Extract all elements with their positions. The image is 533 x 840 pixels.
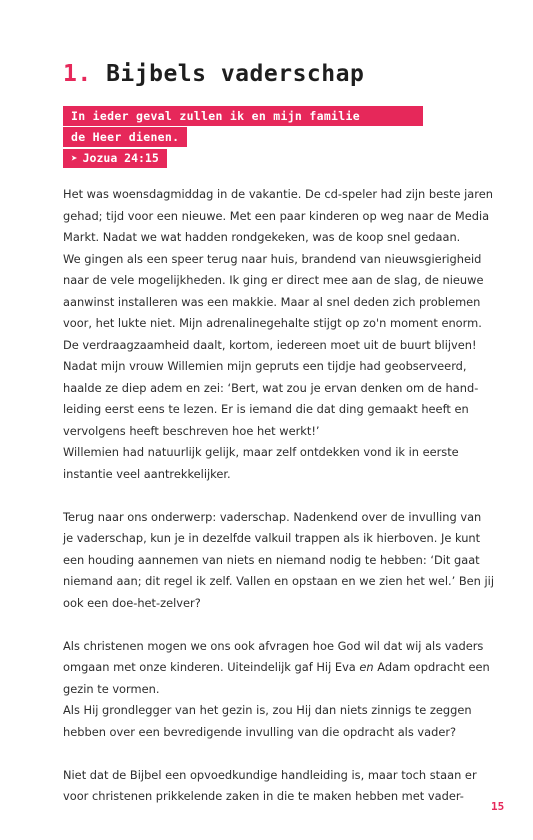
text-line: Niet dat de Bijbel een opvoedkundige handleiding is, maar toch staan er [63,767,477,782]
text-line: leiding eerst eens te lezen. Er is iemand die dat ding gemaakt heeft en [63,402,469,416]
text-line: een houding aannemen van niets en niemand nodig te hebben: ‘Dit gaat [63,552,480,567]
text-line: naar de vele mogelijkheden. Ik ging er direct mee aan de slag, de nieuwe [63,273,484,287]
text-line: voor christenen prikkelende zaken in die te maken hebben met vader- [63,789,464,803]
chapter-heading [63,61,364,87]
text-line: Het was woensdagmiddag in de vakantie. De cd-speler had zijn beste jaren [63,187,493,201]
verse-reference-row [63,149,167,168]
text-line: voor, het lukte niet. Mijn adrenalinegehalte stijgt op zo'n moment enorm. [63,316,482,330]
chapter-title: Bijbels vaderschap [106,61,365,87]
text-line: gezin te vormen. [63,681,160,696]
text-fragment: omgaan met onze kinderen. Uiteindelijk gaf Hij Eva [63,660,360,674]
text-line: ook een doe-het-zelver? [63,595,201,610]
emphasis-text: en [359,660,374,674]
text-line: Terug naar ons onderwerp: vaderschap. Nadenkend over de invulling van [63,509,482,524]
text-line [63,657,490,679]
text-line: aanwinst installeren was een makkie. Maar al snel deden zich problemen [63,294,481,309]
verse-line-1: In ieder geval zullen ik en mijn familie [63,106,423,126]
chapter-number: 1. [63,61,92,87]
verse-box [63,105,423,168]
text-line: hebben over een bevredigende invulling van die opdracht als vader? [63,724,457,739]
paragraph-4 [63,765,477,808]
paragraph-3 [63,636,490,744]
text-line: Als christenen mogen we ons ook afvragen hoe God wil dat wij als vaders [63,638,484,653]
text-line: Nadat mijn vrouw Willemien mijn gepruts een tijdje had geobserveerd, [63,359,467,373]
text-line: Markt. Nadat we wat hadden rondgekeken, was de koop snel gedaan. [63,230,461,244]
body-text [63,184,494,829]
verse-reference: Jozua 24:15 [82,151,159,165]
text-fragment: Adam opdracht een [373,660,490,674]
text-line: vervolgens heeft beschreven hoe het werkt!’ [63,423,320,438]
paragraph-2 [63,507,494,615]
page-number: 15 [491,800,505,813]
text-line: Als Hij grondlegger van het gezin is, zou Hij dan niets zinnigs te zeggen [63,703,472,717]
verse-line-2: de Heer dienen. [63,127,187,147]
text-line: niemand aan; dit regel ik zelf. Vallen en opstaan en we zien het wel.’ Ben jij [63,574,494,588]
text-line: De verdraagzaamheid daalt, kortom, iedereen moet uit de buurt blijven! [63,337,477,352]
text-line: je vaderschap, kun je in dezelfde valkuil trappen als ik hierboven. Je kunt [63,531,481,545]
text-line: We gingen als een speer terug naar huis, brandend van nieuwsgierigheid [63,251,482,266]
paragraph-1 [63,184,493,485]
text-line: haalde ze diep adem en zei: ‘Bert, wat zou je ervan denken om de hand- [63,380,479,395]
arrow-circle-icon: ➤ [71,152,78,165]
text-line: gehad; tijd voor een nieuwe. Met een paar kinderen op weg naar de Media [63,208,490,223]
text-line: Willemien had natuurlijk gelijk, maar zelf ontdekken vond ik in eerste [63,445,459,459]
text-line: instantie veel aantrekkelijker. [63,466,231,481]
